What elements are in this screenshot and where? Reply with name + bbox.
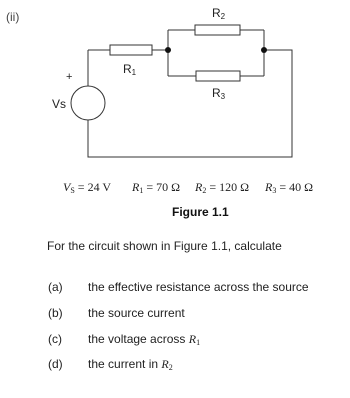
part-label: (ii) <box>6 10 20 24</box>
question-intro: For the circuit shown in Figure 1.1, calculate <box>47 239 282 253</box>
source-polarity-label: + <box>66 71 73 83</box>
junction-node-left <box>165 47 171 53</box>
question-b-text: the source current <box>88 306 185 320</box>
value-r2: $R_2 = 120$ Ω <box>195 180 250 195</box>
figure-caption: Figure 1.1 <box>172 205 229 219</box>
value-r3: $R_3 = 40$ Ω <box>265 180 314 195</box>
question-a-text: the effective resistance across the source <box>88 280 309 294</box>
question-a-label: (a) <box>48 280 63 294</box>
question-c-text: the voltage across $R_1$ <box>88 332 201 347</box>
circuit-diagram <box>0 0 350 170</box>
question-d-text: the current in $R_2$ <box>88 357 173 372</box>
question-c-label: (c) <box>48 332 62 346</box>
value-vs: $V_S = 24$ V <box>63 180 112 195</box>
wire-bottom-left <box>88 50 292 157</box>
junction-node-right <box>261 47 267 53</box>
source-label: Vs <box>52 97 67 111</box>
question-b-label: (b) <box>48 306 63 320</box>
r2-label: R2 <box>212 6 226 21</box>
voltage-source <box>71 86 105 120</box>
r3-label: R3 <box>212 86 226 101</box>
value-r1: $R_1 = 70$ Ω <box>132 180 181 195</box>
resistor-r3 <box>196 71 240 81</box>
resistor-r2 <box>195 25 240 35</box>
r1-label: R1 <box>123 62 137 77</box>
question-d-label: (d) <box>48 357 63 371</box>
resistor-r1 <box>110 45 152 55</box>
